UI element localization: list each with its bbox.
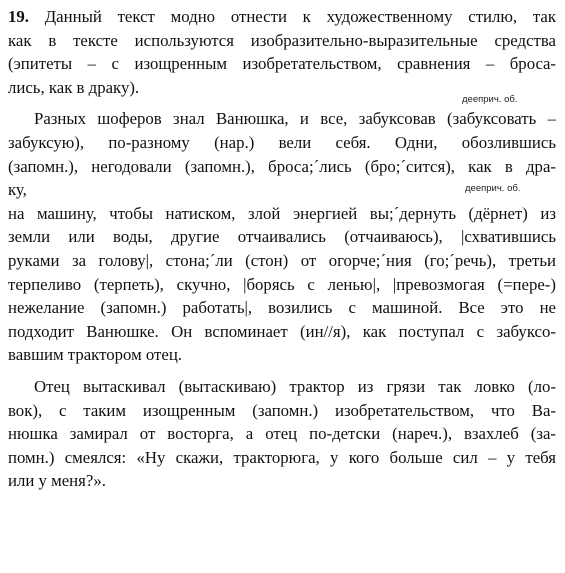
text-line: на машину, чтобы натиском, злой энергией вы;´дернуть (дёрнет) из (8, 203, 556, 223)
text-line: терпеливо (терпеть), скучно, |борясь с ленью|, |превозмогая (=пере-) (8, 274, 556, 294)
text-line: (запомн.), негодовали (запомн.), броса;´лись (бро;´сится), как в дра- (8, 156, 556, 176)
text-line: ку, (8, 180, 27, 200)
text-line: Разных шоферов знал Ванюшка, и все, забуксовав (забуксовать – (34, 109, 556, 129)
text-line (8, 5, 556, 29)
text-line: как в тексте используются изобразительно-выразительные средства (8, 30, 556, 50)
text-line: забуксую), по-разному (нар.) вели себя. Одни, обозлившись (8, 132, 556, 152)
text-line: помн.) смеялся: «Ну скажи, тракторюга, у кого больше сил – у тебя (8, 447, 556, 467)
line-text: Данный текст модно отнести к художественному стилю, так (44, 7, 556, 26)
text-line: нюшка замирал от восторга, а отец по-детски (нареч.), взахлеб (за- (8, 424, 556, 444)
text-line: руками за голову|, стона;´ли (стон) от огорче;´ния (го;´речь), третьи (8, 250, 556, 270)
text-line: лись, как в драку). (8, 77, 140, 97)
text-line: (эпитеты – с изощренным изобретательством, сравнения – бросa- (8, 54, 556, 74)
text-line: вок), с таким изощренным (запомн.) изобретательством, что Ва- (8, 400, 556, 420)
exercise-number: 19. (8, 7, 29, 26)
grammar-annotation: дееприч. об. (462, 94, 518, 105)
text-line: подходит Ванюшке. Он вспоминает (ин//я), как поступал с забуксо- (8, 321, 556, 341)
grammar-annotation: дееприч. об. (465, 183, 521, 194)
text-line: вавшим трактором отец. (8, 345, 183, 365)
exercise-text (8, 5, 556, 493)
text-line: земли или воды, другие отчаивались (отчаиваюсь), |схватившись (8, 227, 556, 247)
text-line: нежелание (запомн.) работать|, возились с машиной. Все это не (8, 298, 556, 318)
text-line: или у меня?». (8, 471, 106, 491)
text-line: Отец вытаскивал (вытаскиваю) трактор из грязи так ловко (ло- (34, 376, 556, 396)
